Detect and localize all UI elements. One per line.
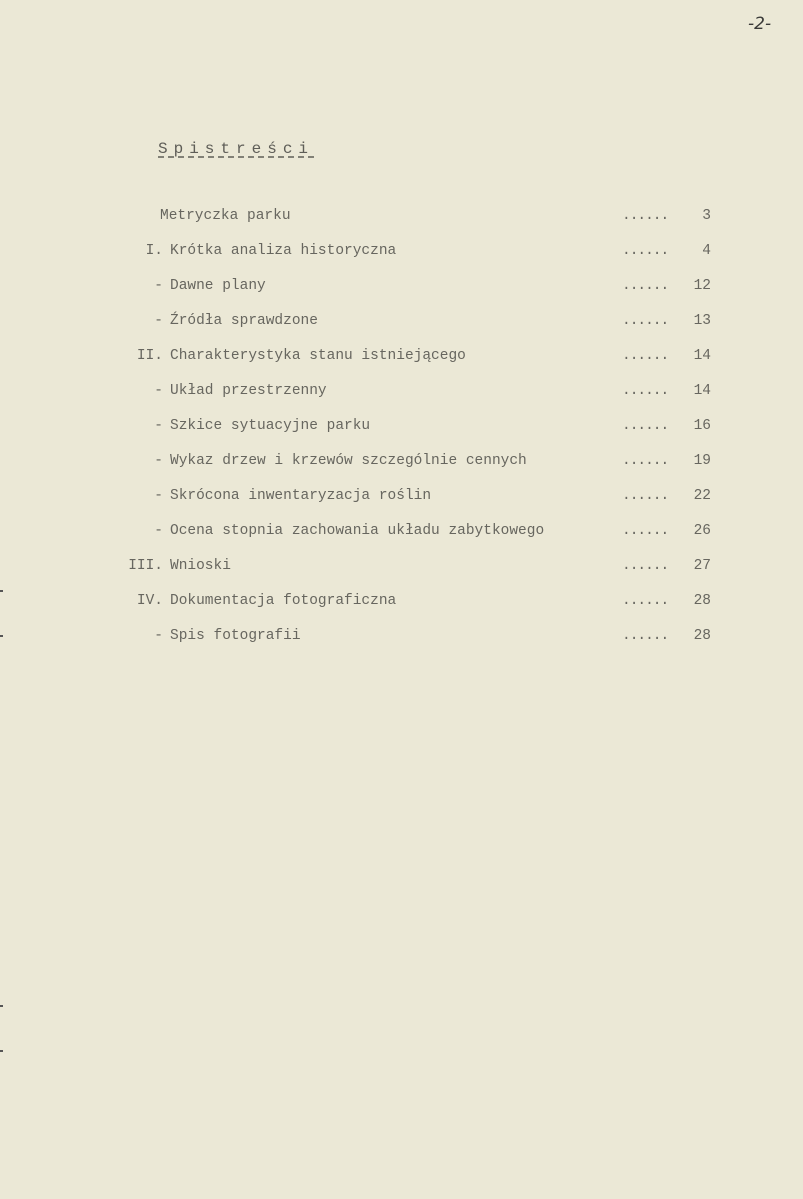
toc-label: Charakterystyka stanu istniejącego [170, 348, 466, 364]
toc-prefix: - [154, 313, 163, 329]
toc-page-number: 19 [693, 453, 711, 469]
toc-page-number: 27 [693, 558, 711, 574]
toc-page-number: 14 [693, 348, 711, 364]
toc-entry [0, 383, 803, 418]
toc-page-number: 28 [693, 593, 711, 609]
toc-entry [0, 523, 803, 558]
toc-entry [0, 348, 803, 383]
toc-prefix: - [154, 453, 163, 469]
toc-prefix: - [154, 418, 163, 434]
page-number: -2- [748, 14, 772, 34]
toc-page-number: 26 [693, 523, 711, 539]
toc-label: Dawne plany [170, 278, 266, 294]
toc-leader-dots: ...... [622, 208, 669, 224]
toc-leader-dots: ...... [622, 593, 669, 609]
toc-label: Spis fotografii [170, 628, 301, 644]
toc-prefix: I. [145, 243, 163, 259]
toc-label: Szkice sytuacyjne parku [170, 418, 371, 434]
toc-leader-dots: ...... [622, 278, 669, 294]
table-of-contents [0, 208, 803, 663]
toc-entry [0, 418, 803, 453]
toc-leader-dots: ...... [622, 313, 669, 329]
toc-prefix: IV. [136, 593, 163, 609]
toc-entry [0, 593, 803, 628]
toc-page-number: 12 [693, 278, 711, 294]
toc-leader-dots: ...... [622, 558, 669, 574]
toc-label: Ocena stopnia zachowania układu zabytkowego [170, 523, 545, 539]
toc-prefix: - [154, 628, 163, 644]
toc-prefix: - [154, 278, 163, 294]
toc-leader-dots: ...... [622, 348, 669, 364]
toc-label: Krótka analiza historyczna [170, 243, 397, 259]
toc-prefix: II. [136, 348, 163, 364]
toc-page-number: 16 [693, 418, 711, 434]
toc-prefix: - [154, 383, 163, 399]
margin-mark [0, 635, 3, 637]
toc-entry [0, 208, 803, 243]
toc-leader-dots: ...... [622, 453, 669, 469]
toc-entry [0, 628, 803, 663]
toc-prefix: - [154, 523, 163, 539]
toc-prefix: - [154, 488, 163, 504]
toc-page-number: 14 [693, 383, 711, 399]
toc-entry [0, 453, 803, 488]
toc-entry [0, 243, 803, 278]
toc-label: Dokumentacja fotograficzna [170, 593, 397, 609]
toc-label: Wykaz drzew i krzewów szczególnie cennych [170, 453, 527, 469]
margin-mark [0, 1005, 3, 1007]
toc-leader-dots: ...... [622, 383, 669, 399]
toc-entry [0, 313, 803, 348]
toc-label: Układ przestrzenny [170, 383, 327, 399]
margin-mark [0, 1050, 3, 1052]
toc-page-number: 13 [693, 313, 711, 329]
margin-mark [0, 590, 3, 592]
toc-label: Skrócona inwentaryzacja roślin [170, 488, 432, 504]
toc-label: Źródła sprawdzone [170, 313, 318, 329]
toc-label: Wnioski [170, 558, 231, 574]
page-title: Spistreści [158, 140, 315, 158]
toc-page-number: 22 [693, 488, 711, 504]
toc-label: Metryczka parku [160, 208, 291, 224]
toc-leader-dots: ...... [622, 418, 669, 434]
toc-entry [0, 278, 803, 313]
toc-leader-dots: ...... [622, 488, 669, 504]
toc-leader-dots: ...... [622, 628, 669, 644]
toc-entry [0, 558, 803, 593]
toc-leader-dots: ...... [622, 523, 669, 539]
toc-page-number: 3 [702, 208, 711, 224]
toc-entry [0, 488, 803, 523]
toc-prefix: III. [128, 558, 163, 574]
toc-page-number: 4 [702, 243, 711, 259]
toc-page-number: 28 [693, 628, 711, 644]
toc-leader-dots: ...... [622, 243, 669, 259]
